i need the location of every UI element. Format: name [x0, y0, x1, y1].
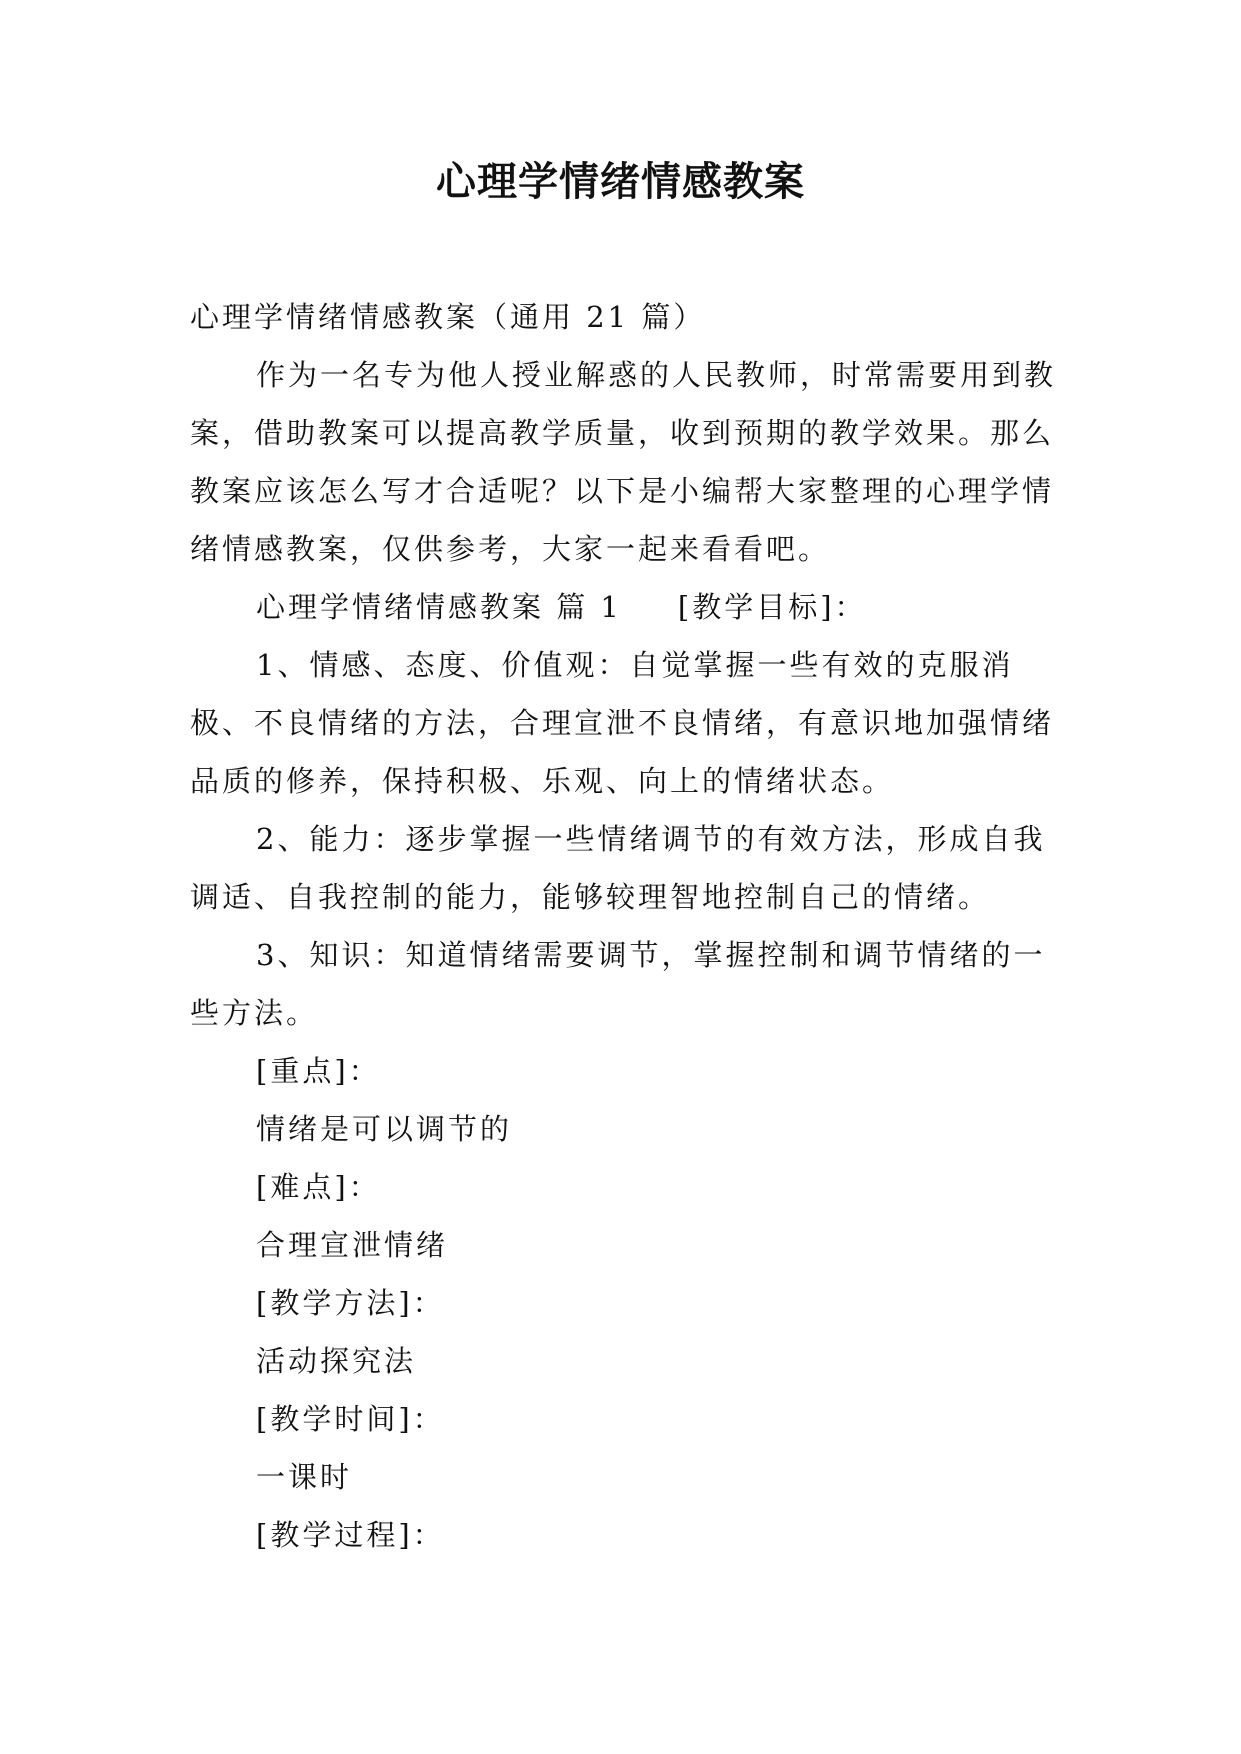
document-title: 心理学情绪情感教案	[436, 158, 805, 205]
difficulty-label: [难点]：	[256, 1170, 381, 1204]
method-label: [教学方法]：	[256, 1286, 445, 1320]
process-label: [教学过程]：	[256, 1518, 445, 1552]
key-text: 情绪是可以调节的	[256, 1112, 513, 1146]
document-subtitle: 心理学情绪情感教案（通用 21 篇）	[190, 300, 706, 334]
section-heading-line	[190, 578, 1070, 636]
section-objectives-label: [教学目标]：	[677, 590, 867, 624]
key-label: [重点]：	[256, 1054, 381, 1088]
difficulty-text: 合理宣泄情绪	[256, 1228, 449, 1262]
time-label: [教学时间]：	[256, 1402, 445, 1436]
intro-paragraph: 作为一名专为他人授业解惑的人民教师，时常需要用到教案，借助教案可以提高教学质量，收到预期的教学效果。那么教案应该怎么写才合适呢？以下是小编帮大家整理的心理学情绪情感教案，仅供参考，大家一起来看看吧。	[190, 358, 1057, 566]
section-heading: 心理学情绪情感教案 篇 1	[256, 590, 622, 624]
objective-item-1: 1、情感、态度、价值观：自觉掌握一些有效的克服消极、不良情绪的方法，合理宣泄不良情绪，有意识地加强情绪品质的修养，保持积极、乐观、向上的情绪状态。	[190, 648, 1055, 798]
time-text: 一课时	[256, 1460, 353, 1494]
method-text: 活动探究法	[256, 1344, 417, 1378]
document-body	[190, 288, 1070, 1564]
objective-item-3: 3、知识：知道情绪需要调节，掌握控制和调节情绪的一些方法。	[190, 938, 1046, 1030]
objective-item-2: 2、能力：逐步掌握一些情绪调节的有效方法，形成自我调适、自我控制的能力，能够较理智地控制自己的情绪。	[190, 822, 1046, 914]
